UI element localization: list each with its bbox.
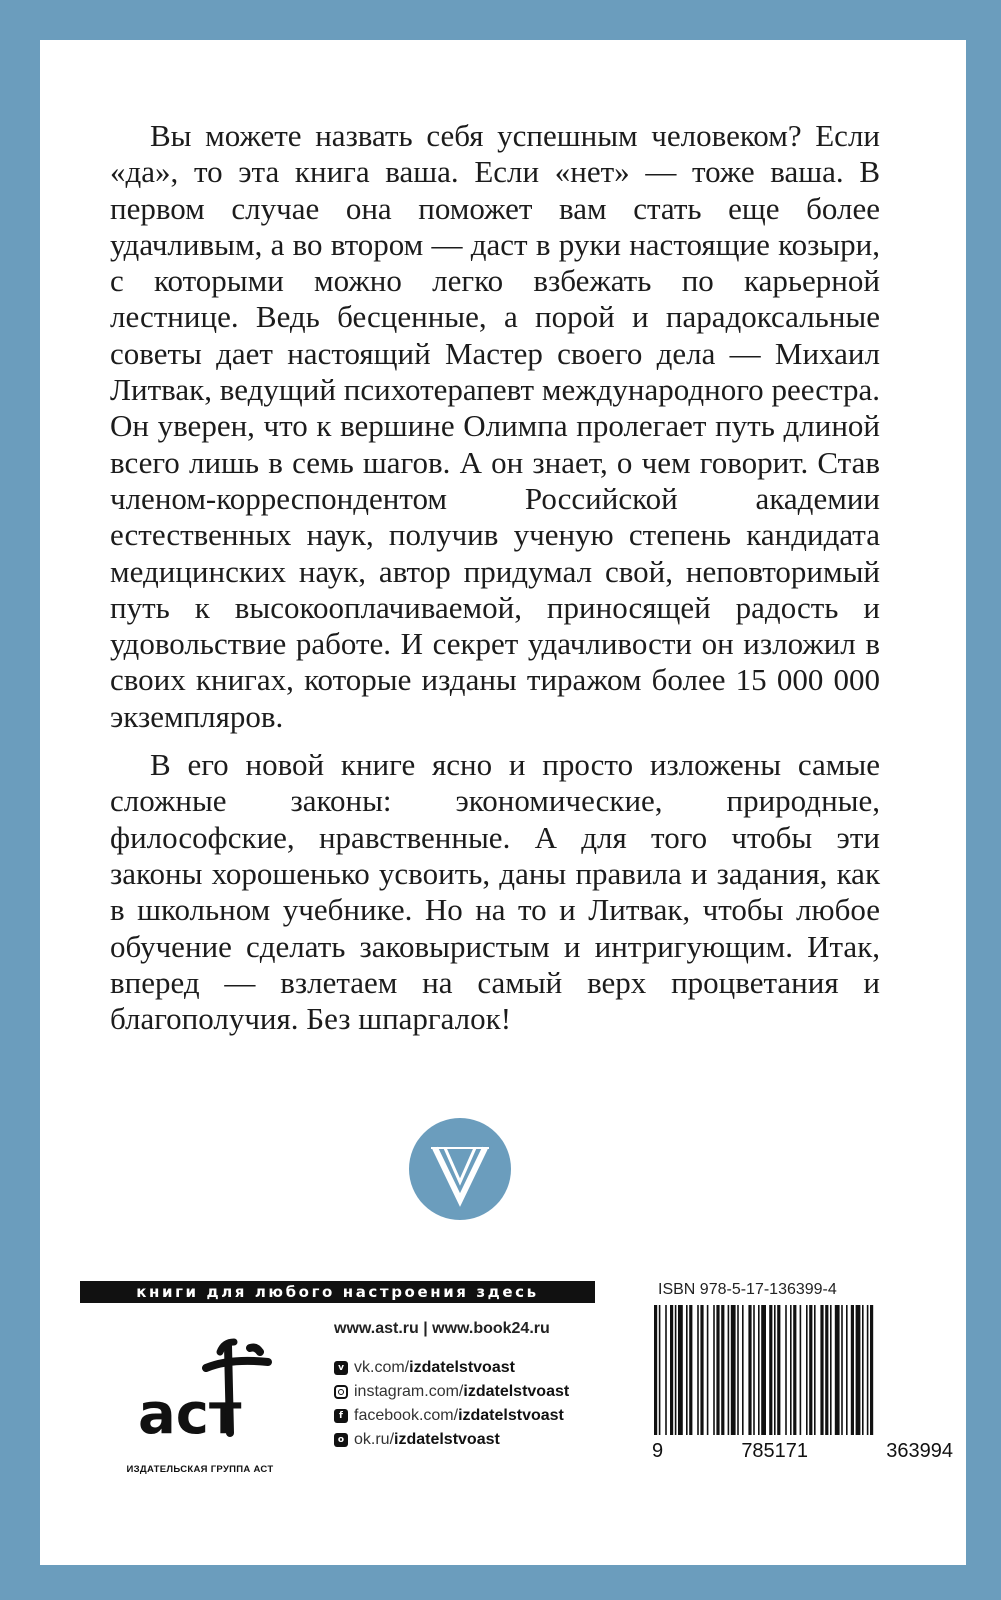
blurb-text xyxy=(110,118,880,1037)
vk-icon: v xyxy=(334,1361,348,1375)
ast-logo-text: аст xyxy=(138,1382,242,1447)
barcode-bar xyxy=(870,1305,873,1435)
barcode-bar xyxy=(678,1305,683,1435)
barcode-bar xyxy=(790,1305,792,1435)
social-links xyxy=(334,1356,569,1452)
instagram-icon xyxy=(334,1385,348,1399)
barcode-bar xyxy=(707,1305,709,1435)
v-logo-icon xyxy=(409,1118,511,1220)
barcode-bar xyxy=(774,1305,776,1435)
barcode-digit-group: 9 xyxy=(652,1440,664,1462)
barcode-bar xyxy=(728,1305,730,1435)
barcode-bar xyxy=(748,1305,751,1435)
barcode-bar xyxy=(777,1305,780,1435)
ok-icon: o xyxy=(334,1433,348,1447)
barcode-bar xyxy=(697,1305,699,1435)
barcode-bar xyxy=(862,1305,864,1435)
barcode-bar xyxy=(700,1305,703,1435)
barcode-bar xyxy=(737,1305,739,1435)
social-link-instagram[interactable]: instagram.com/ izdatelstvoast xyxy=(334,1380,569,1404)
barcode-bar xyxy=(793,1305,796,1435)
facebook-icon: f xyxy=(334,1409,348,1423)
barcode-digit-group: 363994 xyxy=(886,1440,953,1462)
barcode-bar xyxy=(800,1305,802,1435)
barcode-bar xyxy=(670,1305,673,1435)
ast-logo xyxy=(100,1318,300,1463)
barcode-bar xyxy=(809,1305,812,1435)
barcode-bar xyxy=(769,1305,772,1435)
barcode-bar xyxy=(716,1305,719,1435)
barcode-bar xyxy=(654,1305,657,1435)
blurb-paragraph: Вы можете назвать себя успешным человеком? Если «да», то эта книга ваша. Если «нет» — тоже ваша. В первом случае она поможет вам стать еще более удачливым, а во втором — даст в руки настоящие козыри, с которыми можно легко взбежать по карьерной лестнице. Ведь бесценные, а порой и парадоксальные советы дает настоящий Мастер своего дела — Михаил Литвак, ведущий психотерапевт международного реестра. Он уверен, что к вершине Олимпа пролегает путь длиной всего лишь в семь шагов. А он знает, о чем говорит. Став членом-корреспондентом Российской академии естественных наук, получив ученую степень кандидата медицинских наук, автор придумал свой, неповторимый путь к высокооплачиваемой, приносящей радость и удовольствие работе. И секрет удачливости он изложил в своих книгах, которые изданы тиражом более 15 000 000 экземпляров. xyxy=(110,118,880,734)
barcode-bar xyxy=(785,1305,787,1435)
publisher-caption: ИЗДАТЕЛЬСКАЯ ГРУППА АСТ xyxy=(126,1464,274,1475)
barcode-bar xyxy=(713,1305,715,1435)
barcode-bar xyxy=(814,1305,816,1435)
blurb-paragraph: В его новой книге ясно и просто изложены самые сложные законы: экономические, природные, философские, нравственные. А для того чтобы эти законы хорошенько усвоить, даны правила и задания, как в школьном учебнике. Но на то и Литвак, чтобы любое обучение сделать заковыристым и интригующим. Итак, вперед — взлетаем на самый верх процветания и благополучия. Без шпаргалок! xyxy=(110,747,880,1037)
social-link-ok[interactable]: o ok.ru/ izdatelstvoast xyxy=(334,1428,569,1452)
barcode-bar xyxy=(835,1305,840,1435)
barcode-bar xyxy=(742,1305,744,1435)
barcode-digits xyxy=(650,1440,955,1463)
slogan-bar: книги для любого настроения здесь xyxy=(80,1281,595,1303)
barcode-digit-group: 785171 xyxy=(741,1440,809,1462)
barcode-bar xyxy=(689,1305,692,1435)
barcode-bar xyxy=(665,1305,667,1435)
barcode-bar xyxy=(761,1305,766,1435)
isbn-number: ISBN 978-5-17-136399-4 xyxy=(658,1281,837,1298)
barcode-bar xyxy=(806,1305,808,1435)
barcode-bar xyxy=(731,1305,736,1435)
social-link-facebook[interactable]: f facebook.com/ izdatelstvoast xyxy=(334,1404,569,1428)
barcode-bar xyxy=(758,1305,760,1435)
barcode-bar xyxy=(846,1305,848,1435)
barcode-bar xyxy=(841,1305,843,1435)
barcode-bar xyxy=(659,1305,661,1435)
barcode xyxy=(650,1305,955,1445)
social-link-vk[interactable]: v vk.com/ izdatelstvoast xyxy=(334,1356,569,1380)
barcode-bar xyxy=(721,1305,724,1435)
barcode-bar xyxy=(856,1305,861,1435)
barcode-bar xyxy=(675,1305,677,1435)
barcode-bar xyxy=(830,1305,832,1435)
barcode-bar xyxy=(851,1305,854,1435)
barcode-bar xyxy=(686,1305,688,1435)
website-links[interactable]: www.ast.ru | www.book24.ru xyxy=(334,1320,550,1337)
barcode-bar xyxy=(820,1305,823,1435)
barcode-bar xyxy=(753,1305,755,1435)
barcode-bar xyxy=(867,1305,869,1435)
barcode-bar xyxy=(825,1305,828,1435)
